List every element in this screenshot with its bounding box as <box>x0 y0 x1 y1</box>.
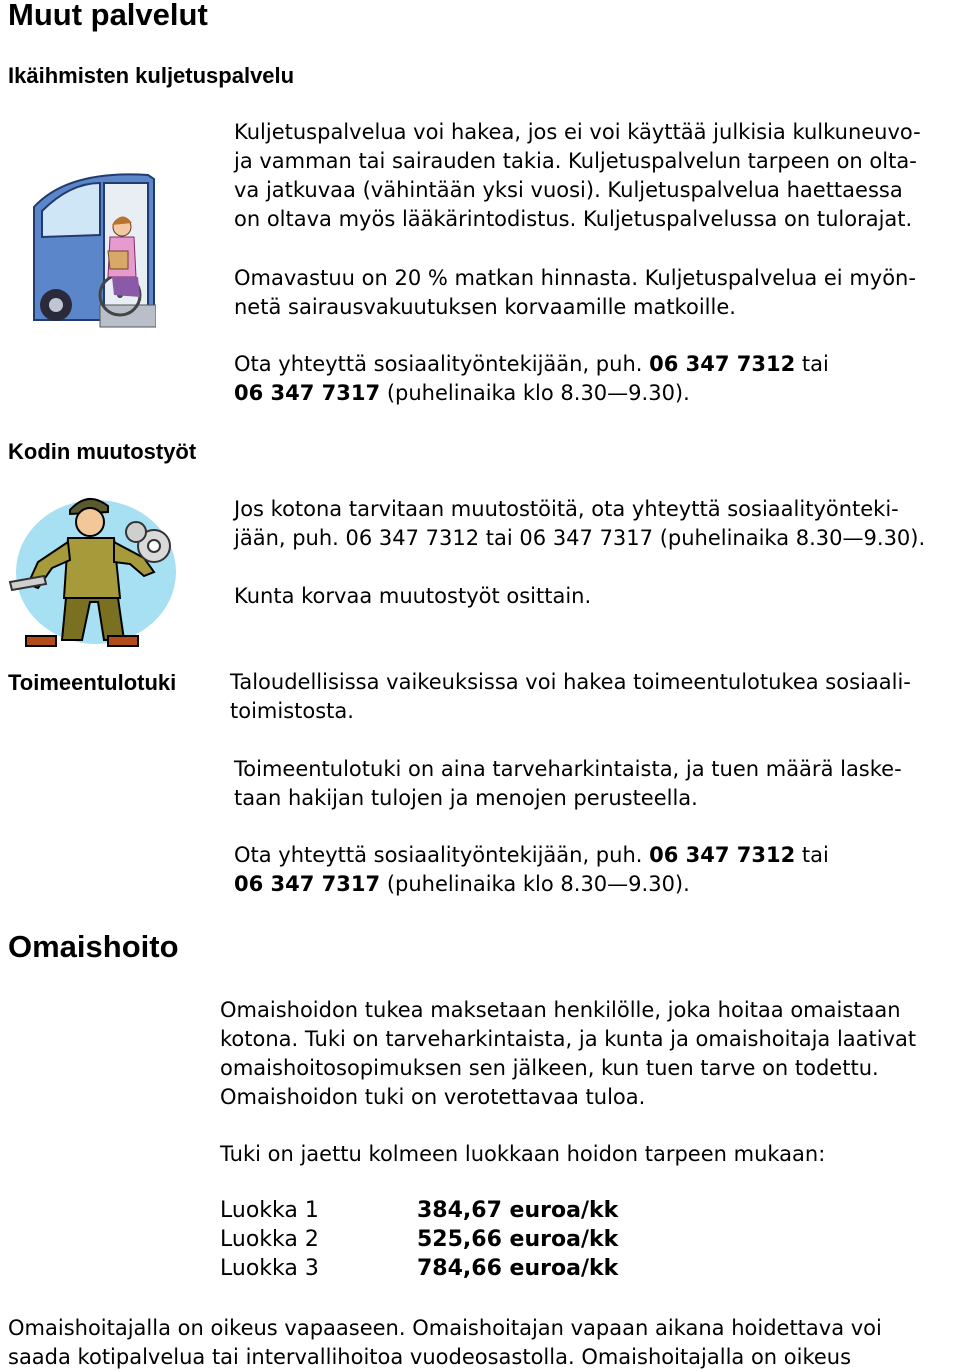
transport-paragraph-2 <box>234 264 916 322</box>
text-line: Omaishoidon tuki on verotettavaa tuloa. <box>220 1085 646 1109</box>
text-line: Taloudellisissa vaikeuksissa voi hakea toimeentulotukea sosiaali- <box>230 670 911 694</box>
phone-number-2: 06 347 7317 <box>234 381 381 405</box>
class-amount: 525,66 euroa/kk <box>417 1227 619 1252</box>
section-heading-transport: Ikäihmisten kuljetuspalvelu <box>8 63 295 88</box>
contact-suffix: (puhelinaika klo 8.30—9.30). <box>380 872 690 896</box>
table-row <box>220 1227 618 1256</box>
phone-number-1: 06 347 7312 <box>649 843 796 867</box>
transport-paragraph-1 <box>234 118 921 234</box>
text-line: netä sairausvakuutuksen korvaamille matkoille. <box>234 295 736 319</box>
handyman-illustration <box>4 480 180 652</box>
text-line: Jos kotona tarvitaan muutostöitä, ota yhteyttä sosiaalityönteki- <box>234 497 899 521</box>
class-label: Luokka 1 <box>220 1198 319 1223</box>
text-line: Toimeentulotuki on aina tarveharkintaista, ja tuen määrä laske- <box>234 757 902 781</box>
text-line: kotona. Tuki on tarveharkintaista, ja kunta ja omaishoitaja laativat <box>220 1027 917 1051</box>
text-line: va jatkuvaa (vähintään yksi vuosi). Kuljetuspalvelua haettaessa <box>234 178 903 202</box>
page-title: Muut palvelut <box>8 0 208 32</box>
income-contact <box>234 841 829 899</box>
home-mod-paragraph-1 <box>234 495 925 553</box>
care-paragraph-1 <box>220 996 916 1112</box>
class-amount: 384,67 euroa/kk <box>417 1198 619 1223</box>
text-line: saada kotipalvelua tai intervallihoitoa vuodeosastolla. Omaishoitajalla on oikeus <box>8 1345 852 1369</box>
contact-line-2 <box>234 379 829 408</box>
text-line: Omaishoitajalla on oikeus vapaaseen. Omaishoitajan vapaan aikana hoidettava voi <box>8 1316 882 1340</box>
contact-prefix: Ota yhteyttä sosiaalityöntekijään, puh. <box>234 352 650 376</box>
contact-line-2 <box>234 870 829 899</box>
care-classes-table <box>220 1198 618 1285</box>
income-paragraph-2 <box>234 755 902 813</box>
income-paragraph-1 <box>230 668 911 726</box>
section-heading-home-mod: Kodin muutostyöt <box>8 439 197 464</box>
contact-mid: tai <box>795 352 829 376</box>
contact-line-1 <box>234 841 829 870</box>
class-label: Luokka 2 <box>220 1227 319 1252</box>
contact-prefix: Ota yhteyttä sosiaalityöntekijään, puh. <box>234 843 650 867</box>
contact-mid: tai <box>795 843 829 867</box>
text-line: toimistosta. <box>230 699 354 723</box>
care-paragraph-2 <box>220 1140 825 1169</box>
section-heading-income: Toimeentulotuki <box>8 670 177 695</box>
text-line: Tuki on jaettu kolmeen luokkaan hoidon tarpeen mukaan: <box>220 1142 826 1166</box>
text-line: Kunta korvaa muutostyöt osittain. <box>234 584 592 608</box>
class-amount: 784,66 euroa/kk <box>417 1256 619 1281</box>
home-mod-paragraph-2 <box>234 582 591 611</box>
phone-number-2: 06 347 7317 <box>234 872 381 896</box>
care-footer-paragraph <box>8 1314 882 1372</box>
text-line: Omaishoidon tukea maksetaan henkilölle, joka hoitaa omaistaan <box>220 998 901 1022</box>
text-line: omaishoitosopimuksen sen jälkeen, kun tuen tarve on todettu. <box>220 1056 879 1080</box>
contact-suffix: (puhelinaika klo 8.30—9.30). <box>380 381 690 405</box>
transport-contact <box>234 350 829 408</box>
text-line: taan hakijan tulojen ja menojen perusteella. <box>234 786 698 810</box>
table-row <box>220 1256 618 1285</box>
text-line: Kuljetuspalvelua voi hakea, jos ei voi käyttää julkisia kulkuneuvo- <box>234 120 921 144</box>
class-label: Luokka 3 <box>220 1256 319 1281</box>
section-heading-care: Omaishoito <box>8 929 179 964</box>
table-row <box>220 1198 618 1227</box>
contact-line-1 <box>234 350 829 379</box>
text-line: ja vamman tai sairauden takia. Kuljetuspalvelun tarpeen on olta- <box>234 149 917 173</box>
wheelchair-van-illustration <box>28 165 156 330</box>
text-line: Omavastuu on 20 % matkan hinnasta. Kuljetuspalvelua ei myön- <box>234 266 916 290</box>
phone-number-1: 06 347 7312 <box>649 352 796 376</box>
text-line: jään, puh. 06 347 7312 tai 06 347 7317 (puhelinaika 8.30—9.30). <box>234 526 926 550</box>
text-line: on oltava myös lääkärintodistus. Kuljetuspalvelussa on tulorajat. <box>234 207 913 231</box>
